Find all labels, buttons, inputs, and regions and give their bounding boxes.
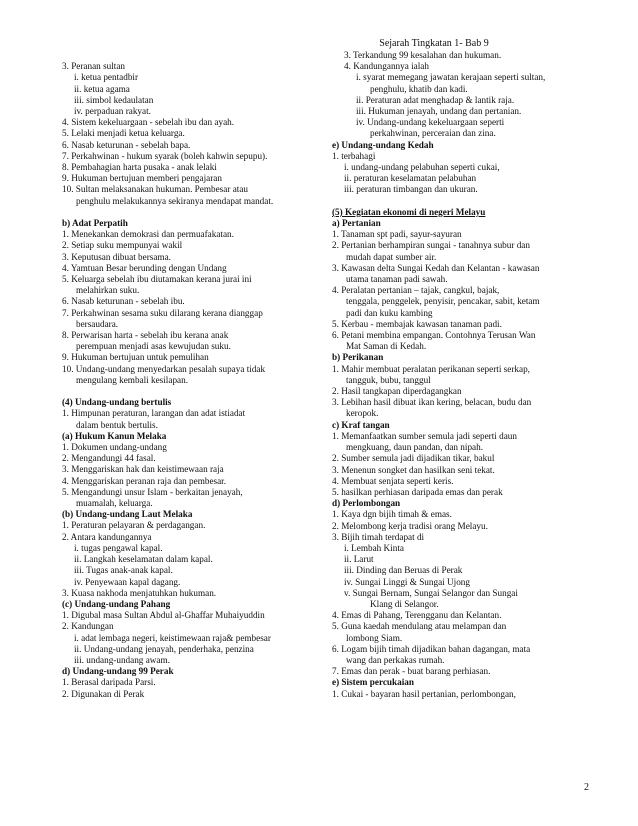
page-header: Sejarah Tingkatan 1- Bab 9 <box>379 38 489 49</box>
text-line: perempuan menjadi asas kewujudan suku. <box>76 341 231 352</box>
text-line: 10. Sultan melaksanakan hukuman. Pembesar atau <box>62 184 248 195</box>
text-line: 2. Melombong kerja tradisi orang Melayu. <box>332 520 488 531</box>
text-line: 3. Lebihan hasil dibuat ikan kering, belacan, budu dan <box>332 397 532 408</box>
text-line: 4. Membuat senjata seperti keris. <box>332 475 454 486</box>
text-line <box>62 50 304 61</box>
text-line: v. Sungai Bernam, Sungai Selangor dan Sungai <box>344 587 518 598</box>
text-line: 7. Emas dan perak - buat barang perhiasan. <box>332 666 491 677</box>
text-line: e) Undang-undang Kedah <box>332 139 434 150</box>
text-line: c) Kraf tangan <box>332 419 390 430</box>
text-line: 2. Setiap suku mempunyai wakil <box>62 240 183 251</box>
text-line: 3. Kawasan delta Sungai Kedah dan Kelantan - kawasan <box>332 262 540 273</box>
text-line: 7. Perkahwinan sesama suku dilarang kerana dianggap <box>62 307 263 318</box>
text-line: melahirkan suku. <box>76 285 140 296</box>
text-line: 2. Antara kandungannya <box>62 531 152 542</box>
text-line: 4. Peralatan pertanian – tajak, cangkul, bajak, <box>332 285 500 296</box>
text-line: ii. Larut <box>344 554 374 565</box>
text-line: d) Undang-undang 99 Perak <box>62 666 174 677</box>
text-line: tangguk, bubu, tanggul <box>346 374 431 385</box>
text-line: e) Sistem percukaian <box>332 677 415 688</box>
text-line: (a) Hukum Kanun Melaka <box>62 430 167 441</box>
text-line: iii. simbol kedaulatan <box>74 94 154 105</box>
right-column <box>332 50 588 700</box>
text-line: 2. Pertanian berhampiran sungai - tanahnya subur dan <box>332 240 530 251</box>
text-line: 1. terbahagi <box>332 150 376 161</box>
text-line: 2. Digunakan di Perak <box>62 688 145 699</box>
text-line: perkahwinan, perceraian dan zina. <box>370 128 496 139</box>
text-line: 6. Nasab keturunan - sebelah ibu. <box>62 296 185 307</box>
text-line: 8. Perwarisan harta - sebelah ibu kerana anak <box>62 330 229 341</box>
text-line: i. syarat memegang jawatan kerajaan seperti sultan, <box>356 72 546 83</box>
text-line: ii. Undang-undang jenayah, penderhaka, penzina <box>74 643 254 654</box>
text-line: 3. Keputusan dibuat bersama. <box>62 251 171 262</box>
text-line: 3. Bijih timah terdapat di <box>332 531 425 542</box>
text-line: 1. Peraturan pelayaran & perdagangan. <box>62 520 206 531</box>
text-line: 1. Himpunan peraturan, larangan dan adat istiadat <box>62 408 246 419</box>
text-line: 4. Kandungannya ialah <box>344 61 429 72</box>
text-line: 3. Peranan sultan <box>62 61 126 72</box>
text-line: iii. Tugas anak-anak kapal. <box>74 565 173 576</box>
text-line: 2. Sumber semula jadi dijadikan tikar, bakul <box>332 453 495 464</box>
text-line: i. Lembah Kinta <box>344 542 404 553</box>
text-line: 4. Sistem kekeluargaan - sebelah ibu dan ayah. <box>62 117 235 128</box>
text-line: iii. Hukuman jenayah, undang dan pertanian. <box>356 106 522 117</box>
text-line: b) Perikanan <box>332 352 384 363</box>
text-line: wang dan perkakas rumah. <box>346 654 445 665</box>
text-line: iii. undang-undang awam. <box>74 654 170 665</box>
text-line: (c) Undang-undang Pahang <box>62 598 171 609</box>
text-line: i. undang-undang pelabuhan seperti cukai, <box>344 162 500 173</box>
text-line: mengulang kembali kesilapan. <box>76 374 189 385</box>
text-line: 5. Kerbau - membajak kawasan tanaman padi. <box>332 318 502 329</box>
page-number: 2 <box>584 782 589 793</box>
text-line: i. adat lembaga negeri, keistimewaan raja& pembesar <box>74 632 271 643</box>
text-line: mudah dapat sumber air. <box>346 251 437 262</box>
text-line: (b) Undang-undang Laut Melaka <box>62 509 193 520</box>
text-line: lombong Siam. <box>346 632 403 643</box>
text-line: 4. Emas di Pahang, Terengganu dan Kelantan. <box>332 610 502 621</box>
text-line <box>62 386 304 397</box>
text-line: 2. Mengandungi 44 fasal. <box>62 453 156 464</box>
text-line: ii. Langkah keselamatan dalam kapal. <box>74 554 213 565</box>
text-line: iii. Dinding dan Beruas di Perak <box>344 565 463 576</box>
text-line: muamalah, keluarga. <box>76 498 153 509</box>
text-line: 6. Nasab keturunan - sebelah bapa. <box>62 139 191 150</box>
text-line: ii. Peraturan adat menghadap & lantik raja. <box>356 94 515 105</box>
text-line: Mat Saman di Kedah. <box>346 341 427 352</box>
text-line: 5. Lelaki menjadi ketua keluarga. <box>62 128 185 139</box>
text-line: mengkuang, daun pandan, dan nipah. <box>346 442 484 453</box>
text-line: a) Pertanian <box>332 218 381 229</box>
text-line: penghulu, khatib dan kadi. <box>370 83 468 94</box>
text-line: 1. Mahir membuat peralatan perikanan seperti serkap, <box>332 363 530 374</box>
text-line: 5. hasilkan perhiasan daripada emas dan perak <box>332 486 503 497</box>
text-line: i. tugas pengawal kapal. <box>74 542 163 553</box>
text-line: 2. Hasil tangkapan diperdagangkan <box>332 386 462 397</box>
text-line: 3. Menggariskan hak dan keistimewaan raja <box>62 464 224 475</box>
text-line: 1. Kaya dgn bijih timah & emas. <box>332 509 452 520</box>
text-line: 3. Kuasa nakhoda menjatuhkan hukuman. <box>62 587 217 598</box>
left-column <box>62 50 304 700</box>
text-line: 1. Dokumen undang-undang <box>62 442 167 453</box>
text-line: 9. Hukuman bertujuan untuk pemulihan <box>62 352 209 363</box>
text-line: penghulu melakukannya sekiranya mendapat mandat. <box>76 195 274 206</box>
text-line: (5) Kegiatan ekonomi di negeri Melayu <box>332 206 486 217</box>
text-line: 1. Digubal masa Sultan Abdul al-Ghaffar Muhaiyuddin <box>62 610 265 621</box>
text-line: 1. Memanfaatkan sumber semula jadi seperti daun <box>332 430 517 441</box>
text-line: 7. Perkahwinan - hukum syarak (boleh kahwin sepupu). <box>62 150 268 161</box>
text-line: iv. Sungai Linggi & Sungai Ujong <box>344 576 470 587</box>
text-line: keropok. <box>346 408 379 419</box>
text-line: Klang di Selangor. <box>370 598 439 609</box>
text-line <box>332 196 588 207</box>
text-line: 8. Pembahagian harta pusaka - anak lelaki <box>62 162 217 173</box>
text-line: b) Adat Perpatih <box>62 218 128 229</box>
text-line: utama tanaman padi sawah. <box>346 274 448 285</box>
text-line: iv. Penyewaan kapal dagang. <box>74 576 181 587</box>
text-line: 1. Berasal daripada Parsi. <box>62 677 156 688</box>
text-line: 6. Petani membina empangan. Contohnya Terusan Wan <box>332 330 536 341</box>
text-line: 10. Undang-undang menyedarkan pesalah supaya tidak <box>62 363 266 374</box>
text-line: 5. Keluarga sebelah ibu diutamakan kerana jurai ini <box>62 274 252 285</box>
text-line: d) Perlombongan <box>332 498 401 509</box>
text-line: 9. Hukuman bertujuan memberi pengajaran <box>62 173 222 184</box>
text-line: bersaudara. <box>76 318 119 329</box>
text-line: 4. Menggariskan peranan raja dan pembesar. <box>62 475 227 486</box>
text-line: 2. Kandungan <box>62 621 114 632</box>
text-line: iii. peraturan timbangan dan ukuran. <box>344 184 478 195</box>
text-line: iv. perpaduan rakyat. <box>74 106 151 116</box>
text-line: padi dan kuku kambing <box>346 307 433 318</box>
text-line: dalam bentuk bertulis. <box>76 419 158 430</box>
text-line: 1. Tanaman spt padi, sayur-sayuran <box>332 229 462 240</box>
text-line: tenggala, penggelek, penyisir, pencakar, sabit, ketam <box>346 296 540 307</box>
text-line: 6. Logam bijih timah dijadikan bahan dagangan, mata <box>332 643 531 654</box>
text-line: (4) Undang-undang bertulis <box>62 397 172 408</box>
text-line: ii. peraturan keselamatan pelabuhan <box>344 173 477 184</box>
text-line: 5. Guna kaedah mendulang atau melampan dan <box>332 621 507 632</box>
text-line: 1. Menekankan demokrasi dan permuafakatan. <box>62 229 234 240</box>
text-line: i. ketua pentadbir <box>74 72 139 83</box>
text-line: 3. Terkandung 99 kesalahan dan hukuman. <box>344 50 502 60</box>
text-line: iv. Undang-undang kekeluargaan seperti <box>356 117 505 128</box>
text-line <box>62 207 304 218</box>
text-line: 4. Yamtuan Besar berunding dengan Undang <box>62 262 227 273</box>
text-line: ii. ketua agama <box>74 83 130 94</box>
text-line: 5. Mengandungi unsur Islam - berkaitan jenayah, <box>62 486 243 497</box>
text-line: 3. Menenun songket dan hasilkan seni tekat. <box>332 464 495 475</box>
text-line: 1. Cukai - bayaran hasil pertanian, perlombongan, <box>332 688 516 699</box>
